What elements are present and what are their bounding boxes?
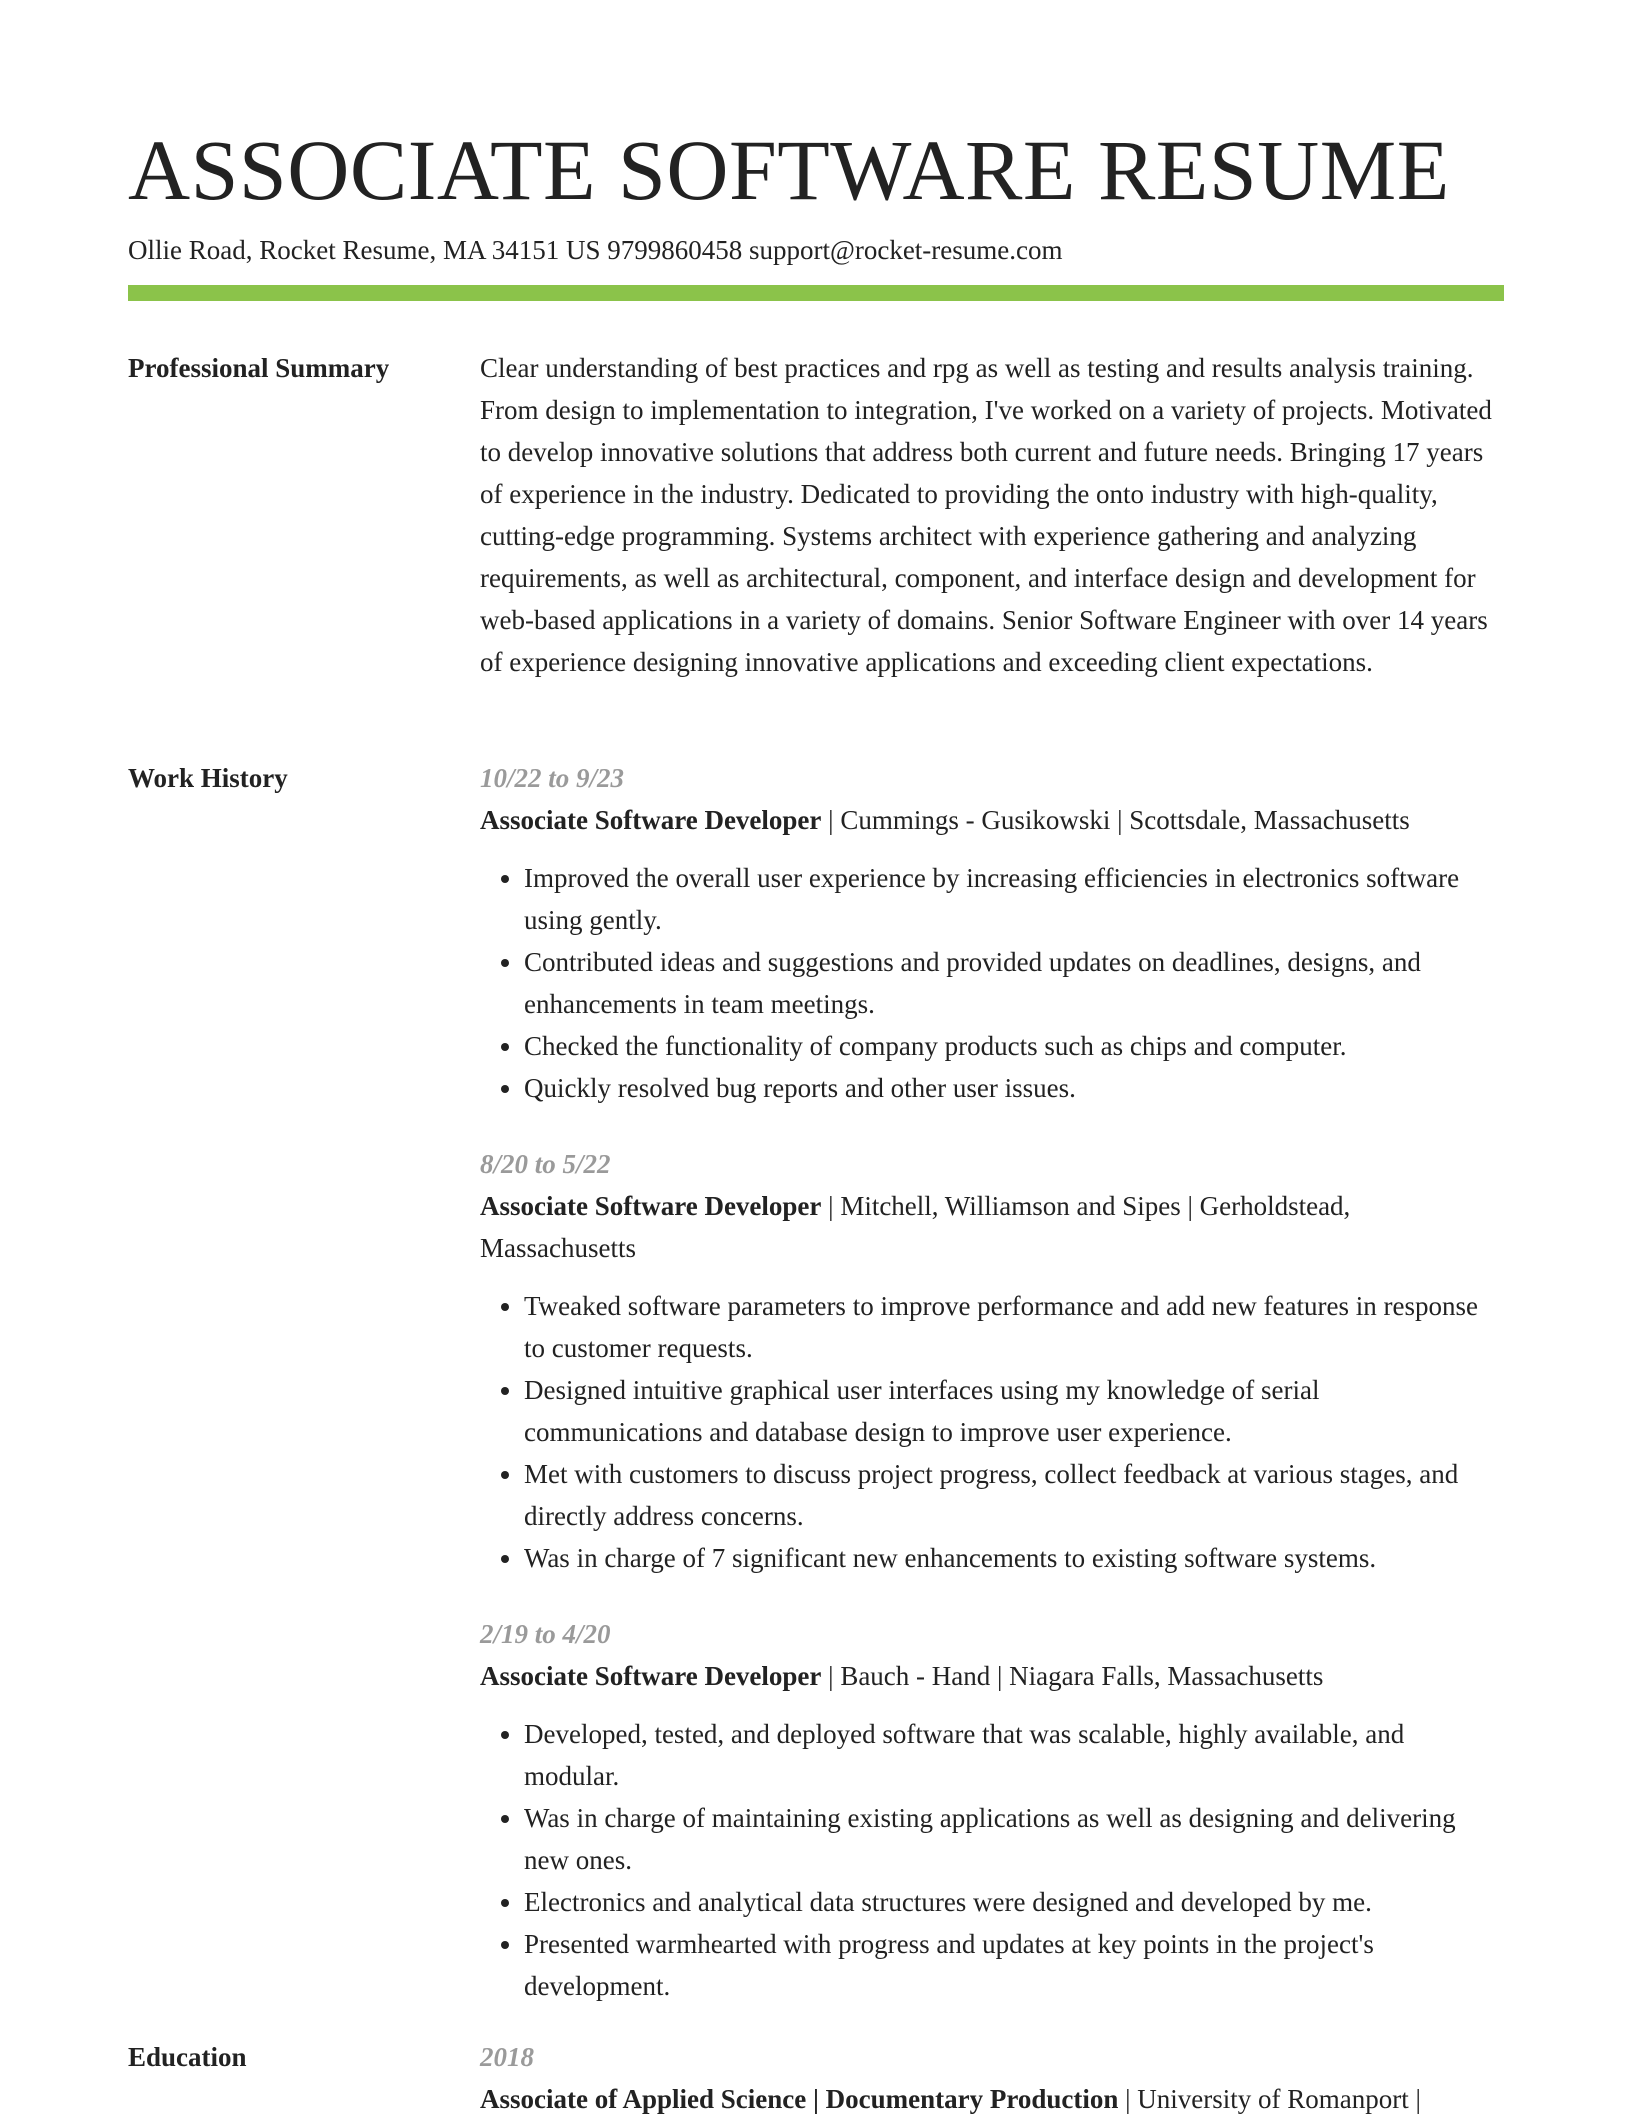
summary-text: Clear understanding of best practices and rpg as well as testing and results analysis training. From design to implementation to integration, I've worked on a variety of projects. Motivated to develop innovative solutions that address both current and future needs. Bringing 17 years of experience in the industry. Dedicated to providing the onto industry with high-quality, cutting-edge programming. Systems architect with experience gathering and analyzing requirements, as well as architectural, component, and interface design and development for web-based applications in a variety of domains. Senior Software Engineer with over 14 years of experience designing innovative applications and exceeding client expectations. — [480, 353, 1492, 677]
job-entry — [480, 757, 1504, 1109]
job-title-line — [480, 799, 1504, 841]
job-dates: 2/19 to 4/20 — [480, 1619, 611, 1649]
job-bullet: • Designed intuitive graphical user interfaces using my knowledge of serial communications and database design to improve user experience. — [524, 1369, 1504, 1453]
education-line — [480, 2078, 1504, 2120]
job-bullets — [480, 1713, 1504, 2007]
summary-body — [480, 347, 1504, 683]
job-bullet: • Presented warmhearted with progress and updates at key points in the project's development. — [524, 1923, 1504, 2007]
education-label: Education — [128, 2042, 247, 2072]
job-bullet: • Quickly resolved bug reports and other user issues. — [524, 1067, 1504, 1109]
job-title: Associate Software Developer — [480, 1661, 822, 1691]
job-entry — [480, 1143, 1504, 1579]
job-dates: 10/22 to 9/23 — [480, 763, 625, 793]
job-entry — [480, 1613, 1504, 2007]
job-location: Niagara Falls, Massachusetts — [1009, 1661, 1324, 1691]
job-company: Cummings - Gusikowski — [840, 805, 1111, 835]
separator: | — [821, 805, 841, 835]
work-history-label: Work History — [128, 763, 288, 793]
job-title: Associate Software Developer — [480, 805, 822, 835]
contact-line: Ollie Road, Rocket Resume, MA 34151 US 9799860458 support@rocket-resume.com — [128, 235, 1063, 265]
job-location: Gerholdstead, Massachusetts — [480, 1191, 1351, 1263]
separator: | — [821, 1661, 841, 1691]
work-history-body — [480, 757, 1504, 2041]
separator: | — [990, 1661, 1010, 1691]
job-company: Mitchell, Williamson and Sipes — [840, 1191, 1181, 1221]
job-bullet: • Checked the functionality of company products such as chips and computer. — [524, 1025, 1504, 1067]
job-bullets — [480, 857, 1504, 1109]
separator: | — [1110, 805, 1130, 835]
education-body — [480, 2036, 1504, 2120]
job-bullet: • Electronics and analytical data structures were designed and developed by me. — [524, 1881, 1504, 1923]
job-title-line — [480, 1185, 1504, 1269]
education-year: 2018 — [480, 2042, 534, 2072]
job-bullet: • Was in charge of maintaining existing applications as well as designing and delivering new ones. — [524, 1797, 1504, 1881]
job-bullet: • Developed, tested, and deployed software that was scalable, highly available, and modular. — [524, 1713, 1504, 1797]
job-bullet: • Tweaked software parameters to improve performance and add new features in response to customer requests. — [524, 1285, 1504, 1369]
job-bullet: • Met with customers to discuss project progress, collect feedback at various stages, and directly address concerns. — [524, 1453, 1504, 1537]
header-divider — [128, 285, 1504, 301]
separator: | — [821, 1191, 841, 1221]
job-company: Bauch - Hand — [840, 1661, 991, 1691]
job-dates: 8/20 to 5/22 — [480, 1149, 611, 1179]
separator: | — [1180, 1191, 1200, 1221]
job-title: Associate Software Developer — [480, 1191, 822, 1221]
education-school: | University of Romanport | — [1118, 2084, 1421, 2114]
resume-title: ASSOCIATE SOFTWARE RESUME — [128, 122, 1450, 218]
job-title-line — [480, 1655, 1504, 1697]
job-bullet: • Contributed ideas and suggestions and provided updates on deadlines, designs, and enhancements in team meetings. — [524, 941, 1504, 1025]
job-bullet: • Improved the overall user experience by increasing efficiencies in electronics software using gently. — [524, 857, 1504, 941]
education-degree: Associate of Applied Science | Documentary Production — [480, 2084, 1119, 2114]
job-location: Scottsdale, Massachusetts — [1129, 805, 1410, 835]
job-bullets — [480, 1285, 1504, 1579]
summary-label: Professional Summary — [128, 353, 390, 383]
job-bullet: • Was in charge of 7 significant new enhancements to existing software systems. — [524, 1537, 1504, 1579]
